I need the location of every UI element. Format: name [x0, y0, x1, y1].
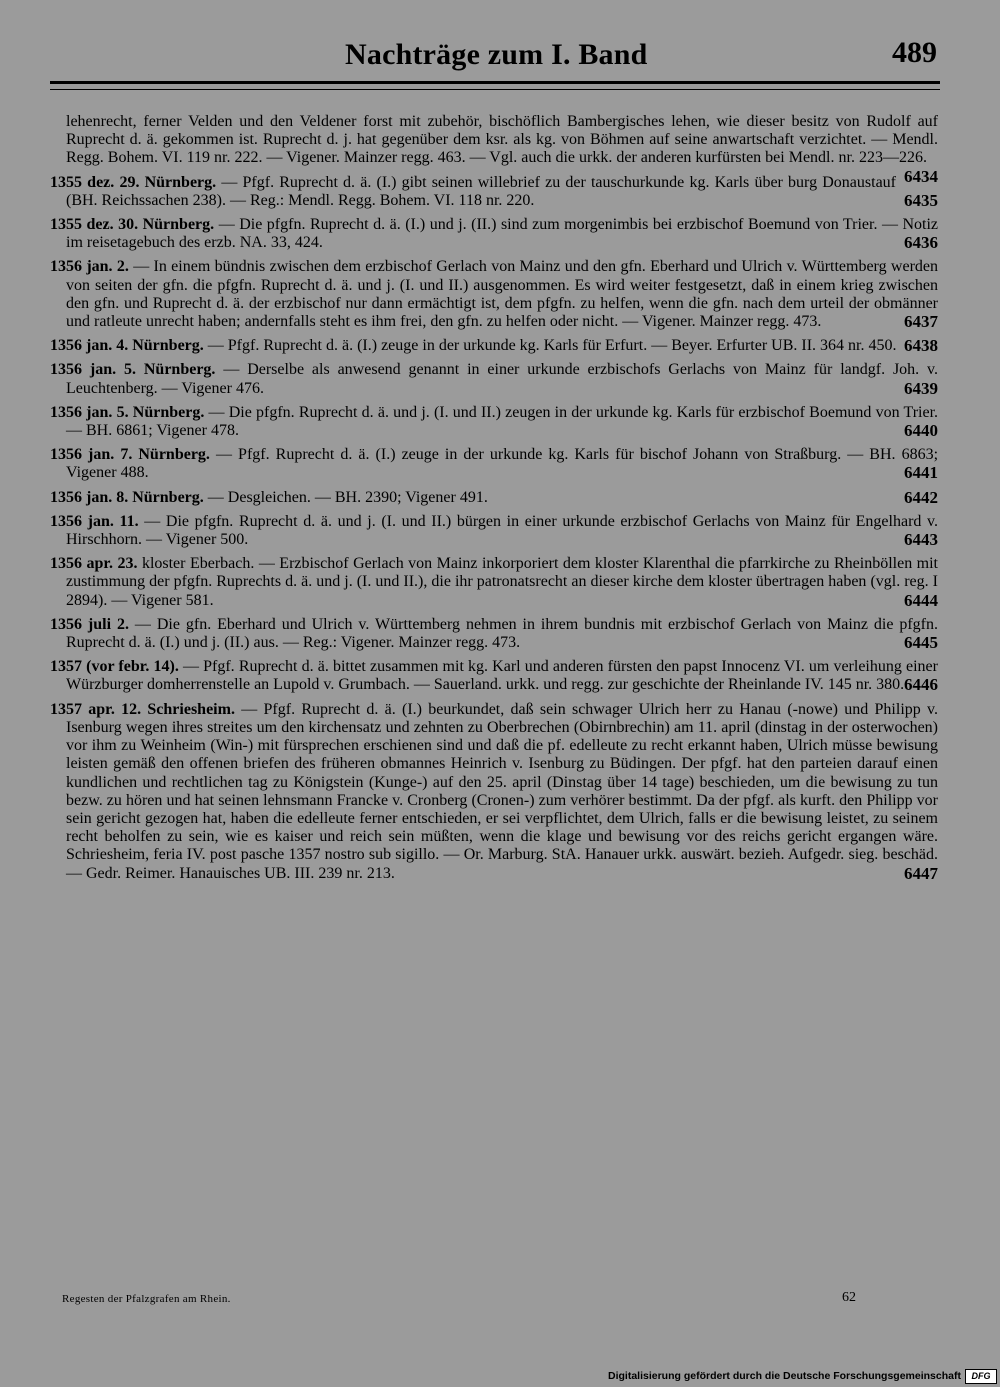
regest-date: 1356 jan. 8. Nürnberg.: [50, 488, 204, 506]
regest-entry: [50, 174, 938, 210]
regest-text: — Pfgf. Ruprecht d. ä. (I.) beurkundet, daß sein schwager Ulrich herr zu Hanau (-nowe) und Philipp v. Isenburg wegen ihres streites um den kirchensatz und zehnten zu Oberbrechen (Obirnbrechin) am 11. april (dinstag in der osterwochen) vor ihm zu Weinheim (Win-) mit fürsprechen erschienen sind und daß die pf. edelleute zu recht erkannt haben, Ulrich müsse bewisung leisten gemäß den offenen briefen des früheren obmannes Heinrich v. Isenburg zu Büdingen. Der pfgf. hat den parteien darauf einen kundlichen und rechtlichen tag zu Königstein (Kunge-) auf den 25. april (Dinstag über 14 tage) beschieden, um die bewisung zu tun bezw. zu hören und hat seinen lehnsmann Francke v. Cronberg (Cronen-) zum verhörer bestimmt. Da der pfgf. als kurft. den Philipp vor sein gericht gezogen hat, haben die edelleute ferner entschieden, er sei verpflichtet, dem Ulrich, falls er die bewisung leistet, zu seinem recht beholfen zu sein, wie es kaiser und reich sein müßten, wenn die klage und bewisung vor des reichs gericht ergangen wäre. Schriesheim, feria IV. post pasche 1357 nostro sub sigillo. — Or. Marburg. StA. Hanauer urkk. auswärt. bezieh. Aufgedr. sieg. beschäd. — Gedr. Reimer. Hanauisches UB. III. 239 nr. 213.: [66, 700, 939, 882]
regest-text: — Die gfn. Eberhard und Ulrich v. Württemberg nehmen in ihrem bundnis mit erzbischof Gerlach von Mainz die pfgfn. Ruprecht d. ä. (I.) und j. (II.) aus. — Reg.: Vigener. Mainzer regg. 473.: [66, 615, 939, 652]
header-rule: [50, 81, 940, 84]
regest-date: 1356 jan. 5. Nürnberg.: [50, 361, 216, 379]
regest-text: — Die pfgfn. Ruprecht d. ä. und j. (I. und II.) zeugen in der urkunde kg. Karls für erzbischof Boemund von Trier. — BH. 6861; Vigener 478.: [66, 403, 939, 440]
regest-text: lehenrecht, ferner Velden und den Veldener forst mit zubehör, bischöflich Bambergisches lehen, wie dieser besitz von Rudolf auf Ruprecht d. ä. gekommen ist. Ruprecht d. j. hat gegenüber dem ksr. als kg. von Böhmen auf seine anwartschaft verzichtet. — Mendl. Regg. Bohem. VI. 119 nr. 222. — Vigener. Mainzer regg. 463. — Vgl. auch die urkk. der anderen kurfürsten bei Mendl. nr. 223—226.: [66, 113, 938, 167]
regest-date: 1357 (vor febr. 14).: [50, 658, 179, 676]
regest-entry: [50, 361, 938, 397]
regest-date: 1357 apr. 12. Schriesheim.: [50, 700, 235, 718]
regest-text: — Derselbe als anwesend genannt in einer urkunde erzbischofs Gerlachs von Mainz für landgf. Joh. v. Leuchtenberg. — Vigener 476.: [66, 361, 939, 397]
footer-signature: 62: [842, 1290, 856, 1305]
page-number: 489: [892, 36, 937, 69]
regest-text: — Pfgf. Ruprecht d. ä. (I.) zeuge in der urkunde kg. Karls für Erfurt. — Beyer. Erfurter UB. II. 364 nr. 450.: [207, 337, 897, 355]
regest-date: 1355 dez. 29. Nürnberg.: [50, 173, 217, 191]
regest-date: 1356 apr. 23.: [50, 555, 138, 573]
regest-text: — Die pfgfn. Ruprecht d. ä. und j. (I. und II.) bürgen in einer urkunde erzbischof Gerlachs von Mainz für Engelhard v. Hirschhorn. — Vigener 500.: [66, 512, 938, 549]
regest-entry: [50, 337, 938, 355]
regest-date: 1356 jan. 5. Nürnberg.: [50, 403, 205, 421]
regest-date: 1356 jan. 2.: [50, 258, 129, 276]
regest-date: 1356 jan. 11.: [50, 512, 139, 530]
regest-number: 6445: [904, 633, 938, 653]
regest-number: 6442: [904, 487, 938, 507]
dfg-logo-icon: DFG: [965, 1369, 997, 1384]
regest-entry: [50, 658, 938, 694]
regest-number: 6438: [904, 336, 938, 356]
regest-date: 1356 juli 2.: [50, 615, 129, 633]
regest-number: 6434: [904, 166, 938, 186]
regest-text: — Pfgf. Ruprecht d. ä. bittet zusammen mit kg. Karl und anderen fürsten den papst Innocenz VI. um verleihung einer Würzburger domherrenstelle an Lupold v. Grumbach. — Sauerland. urkk. und regg. zur geschichte der Rheinlande IV. 145 nr. 380.: [66, 658, 938, 694]
regest-text: — Pfgf. Ruprecht d. ä. (I.) zeuge in der urkunde kg. Karls für bischof Johann von Straßburg. — BH. 6863; Vigener 488.: [66, 446, 939, 482]
regest-entry: [50, 513, 938, 549]
regest-text: kloster Eberbach. — Erzbischof Gerlach von Mainz inkorporiert dem kloster Klarenthal die pfarrkirche zu Rheinböllen mit zustimmung der pfgfn. Ruprechts d. ä. und j. (I. und II.), die ihr patronatsrecht an dieser kirche dem kloster übertragen haben (vgl. reg. I 2894). — Vigener 581.: [66, 555, 939, 609]
regest-entry: [50, 701, 938, 883]
regest-number: 6437: [904, 312, 938, 332]
regest-entry: [50, 555, 938, 610]
regest-text: — In einem bündnis zwischen dem erzbischof Gerlach von Mainz und den gfn. Eberhard und Ulrich v. Württemberg werden von seiten der gfn. die pfgfn. Ruprecht d. ä. und j. (I. und II.) ausgenommen. Es wird weiter festgesetzt, daß in einem krieg zwischen den gfn. und Ruprecht d. ä. der erzbischof nur dann ermächtigt ist, dem pfgfn. zu helfen, wenn die gfn. nach dem urteil der obmänner und ratleute unrecht haben; andernfalls steht es ihm frei, den gfn. zu helfen oder nicht. — Vigener. Mainzer regg. 473.: [66, 258, 939, 331]
regest-number: 6444: [904, 590, 938, 610]
regest-date: 1355 dez. 30. Nürnberg.: [50, 216, 215, 234]
regest-entry: [50, 258, 938, 331]
regest-text: — Die pfgfn. Ruprecht d. ä. (I.) und j. (II.) sind zum morgenimbis bei erzbischof Boemund von Trier. — Notiz im reisetagebuch des erzb. NA. 33, 424.: [66, 216, 939, 252]
footer-series-title: Regesten der Pfalzgrafen am Rhein.: [62, 1293, 231, 1305]
regest-number: 6443: [904, 530, 938, 550]
regest-number: 6436: [904, 233, 938, 253]
regest-entry: [50, 446, 938, 482]
regest-entry: [50, 216, 938, 252]
running-title: Nachträge zum I. Band: [345, 38, 648, 71]
regest-entry: [50, 404, 938, 440]
header-rule-thin: [50, 89, 940, 90]
regest-number: 6441: [904, 463, 938, 483]
regest-text: — Pfgf. Ruprecht d. ä. (I.) gibt seinen willebrief zu der tauschurkunde kg. Karls über burg Donaustauf (BH. Reichssachen 238). — Reg.: Mendl. Regg. Bohem. VI. 118 nr. 220.: [66, 173, 897, 209]
regest-entry: [50, 616, 938, 652]
regest-text: — Desgleichen. — BH. 2390; Vigener 491.: [207, 488, 488, 506]
regest-number: 6435: [904, 190, 938, 210]
regest-date: 1356 jan. 4. Nürnberg.: [50, 337, 204, 355]
regest-number: 6440: [904, 421, 938, 441]
regest-date: 1356 jan. 7. Nürnberg.: [50, 446, 210, 464]
regest-number: 6447: [904, 863, 938, 883]
funding-credit: Digitalisierung gefördert durch die Deutsche Forschungsgemeinschaft: [608, 1370, 961, 1382]
regest-number: 6446: [904, 675, 938, 695]
regest-number: 6439: [904, 378, 938, 398]
regesten-list: [50, 113, 938, 889]
regest-entry: [50, 489, 938, 507]
